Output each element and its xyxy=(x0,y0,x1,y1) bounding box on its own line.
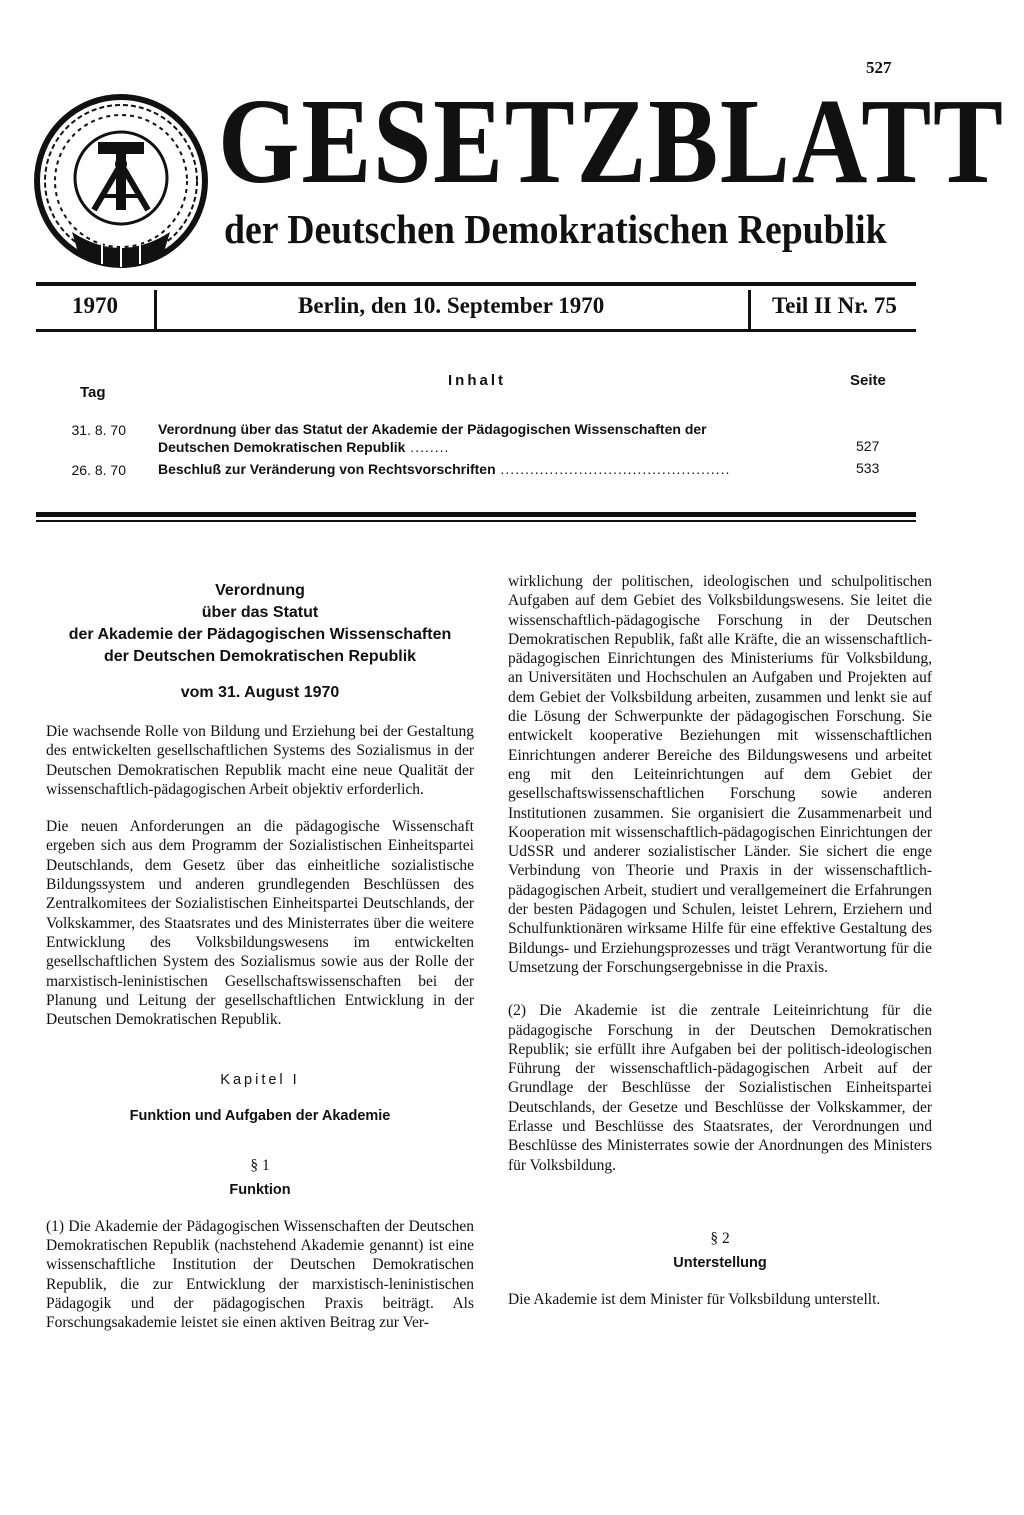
document-title-line: der Deutschen Demokratischen Republik xyxy=(103,648,417,665)
section-paragraph: Die Akademie ist dem Minister für Volksbildung unterstellt. xyxy=(508,1290,881,1308)
contents-row-page: 527 xyxy=(856,438,880,454)
leader-dots: ............................................... xyxy=(495,461,731,477)
issue-part-number: Teil II Nr. 75 xyxy=(772,293,897,318)
contents-row-date: 31. 8. 70 xyxy=(71,422,126,438)
section-paragraph-continued: wirklichung der politischen, ideologischen und schulpolitischen Aufgaben auf dem Gebiet des Volksbildungswesens. Sie leitet die wissenschaftlich-pädagogische Forschung in der Deutschen Demokratischen Republik, faßt alle Kräfte, die an wissenschaftlich-pädagogischen Einrichtungen des Ministeriums für Volksbildung, an Universitäten und Hochschulen an Aufgaben und Projekten auf dem Gebiet der Volksbildung arbeiten, zusammen und lenkt sie auf die Lösung der Schwerpunkte der pädagogischen Forschung. Sie entwickelt kooperative Beziehungen mit wissenschaftlichen Einrichtungen anderer Bereiche des Bildungswesens und arbeitet eng mit den Leiteinrichtungen auf dem Gebiet der gesellschaftswissenschaftlichen Forschung sowie anderen Institutionen zusammen. Sie organisiert die Zusammenarbeit und Kooperation mit wissenschaftlich-pädagogischen Einrichtungen der UdSSR und anderer sozialistischer Länder. Sie sichert die enge Verbindung von Theorie und Praxis in der wissenschaftlich-pädagogischen Arbeit, studiert und verallgemeinert die Erfahrungen der besten Pädagogen und Schulen, leistet Lehrern, Erziehern und Schulfunktionären wirksame Hilfe für eine effektive Gestaltung des Bildungs- und Erziehungsprozesses und trägt Verantwortung für die Umsetzung der Forschungsergebnisse in die Praxis. xyxy=(508,573,932,976)
state-emblem-icon xyxy=(32,92,210,270)
document-date: vom 31. August 1970 xyxy=(180,684,340,701)
preamble-paragraph: Die neuen Anforderungen an die pädagogische Wissenschaft ergeben sich aus dem Programm der Sozialistischen Einheitspartei Deutschlands, dem Gesetz über das einheitliche sozialistische Bildungssystem und anderen grundlegenden Beschlüssen des Zentralkomitees der Sozialistischen Einheitspartei Deutschlands, der Volkskammer, des Staatsrates und des Ministerrates über die weitere Entwicklung des Volksbildungswesens im entwickelten gesellschaftlichen System des Sozialismus sowie aus der Rolle der marxistisch-leninistischen Gesellschaftswissenschaften bei der Planung und Leitung der gesellschaftlichen Entwicklung in der Deutschen Demokratischen Republik. xyxy=(46,818,474,1029)
divider xyxy=(36,520,916,522)
section-label: § 2 xyxy=(710,1229,730,1247)
contents-row-title: Beschluß zur Veränderung von Rechtsvorschriften xyxy=(158,461,496,477)
masthead-subtitle: der Deutschen Demokratischen Republik xyxy=(224,206,887,252)
masthead-title: GESETZBLATT xyxy=(218,74,1005,209)
section-paragraph: (1) Die Akademie der Pädagogischen Wissenschaften der Deutschen Demokratischen Republik (nachstehend Akademie genannt) ist eine wissenschaftliche Institution der Deutschen Demokratischen Republik, die zur Entwicklung der marxistisch-leninistischen Pädagogik und der pädagogischen Praxis beiträgt. Als Forschungsakademie leistet sie einen aktiven Beitrag zur Ver- xyxy=(46,1217,474,1332)
article-right-column xyxy=(508,572,932,1309)
section-title: Funktion xyxy=(229,1182,291,1199)
divider xyxy=(36,512,916,517)
contents-date-header: Tag xyxy=(80,384,106,401)
contents-row-date: 26. 8. 70 xyxy=(71,462,126,478)
document-title-line: Verordnung xyxy=(215,582,305,599)
contents-title: Inhalt xyxy=(448,372,506,389)
issue-date: Berlin, den 10. September 1970 xyxy=(298,293,605,318)
page-number: 527 xyxy=(866,58,892,77)
chapter-title: Funktion und Aufgaben der Akademie xyxy=(129,1107,391,1124)
preamble-paragraph: Die wachsende Rolle von Bildung und Erziehung bei der Gestaltung des entwickelten gesellschaftlichen Systems des Sozialismus in der Deutschen Demokratischen Republik macht eine neue Qualität der wissenschaftlich-pädagogischen Arbeit objektiv erforderlich. xyxy=(46,723,474,798)
document-title-line: der Akademie der Pädagogischen Wissenschaften xyxy=(68,626,452,643)
section-paragraph: (2) Die Akademie ist die zentrale Leiteinrichtung für die pädagogische Forschung in der Deutschen Demokratischen Republik; sie erfüllt ihre Aufgaben bei der politisch-ideologischen Führung der wissenschaftlich-pädagogischen Arbeit auf der Grundlage der Beschlüsse der Sozialistischen Einheitspartei Deutschlands, der Gesetze und Beschlüsse der Volkskammer, der Erlasse und Beschlüsse des Staatsrates, der Verordnungen und Beschlüsse des Ministerrates sowie der Anordnungen des Ministers für Volksbildung. xyxy=(508,1002,932,1174)
contents-row-title: Verordnung über das Statut der Akademie der Pädagogischen Wissenschaften der xyxy=(158,421,707,437)
article-left-column xyxy=(46,580,474,1332)
contents-row-title-cont: Deutschen Demokratischen Republik xyxy=(158,439,406,455)
leader-dots: ........ xyxy=(405,439,450,455)
issue-bar xyxy=(36,282,916,332)
contents-row-page: 533 xyxy=(856,460,880,476)
document-title-line: über das Statut xyxy=(201,604,319,621)
contents-page-header: Seite xyxy=(850,372,886,389)
chapter-label: Kapitel I xyxy=(220,1072,300,1089)
section-title: Unterstellung xyxy=(673,1255,767,1272)
section-label: § 1 xyxy=(250,1157,270,1175)
document-title xyxy=(46,580,474,668)
issue-year: 1970 xyxy=(72,293,118,318)
